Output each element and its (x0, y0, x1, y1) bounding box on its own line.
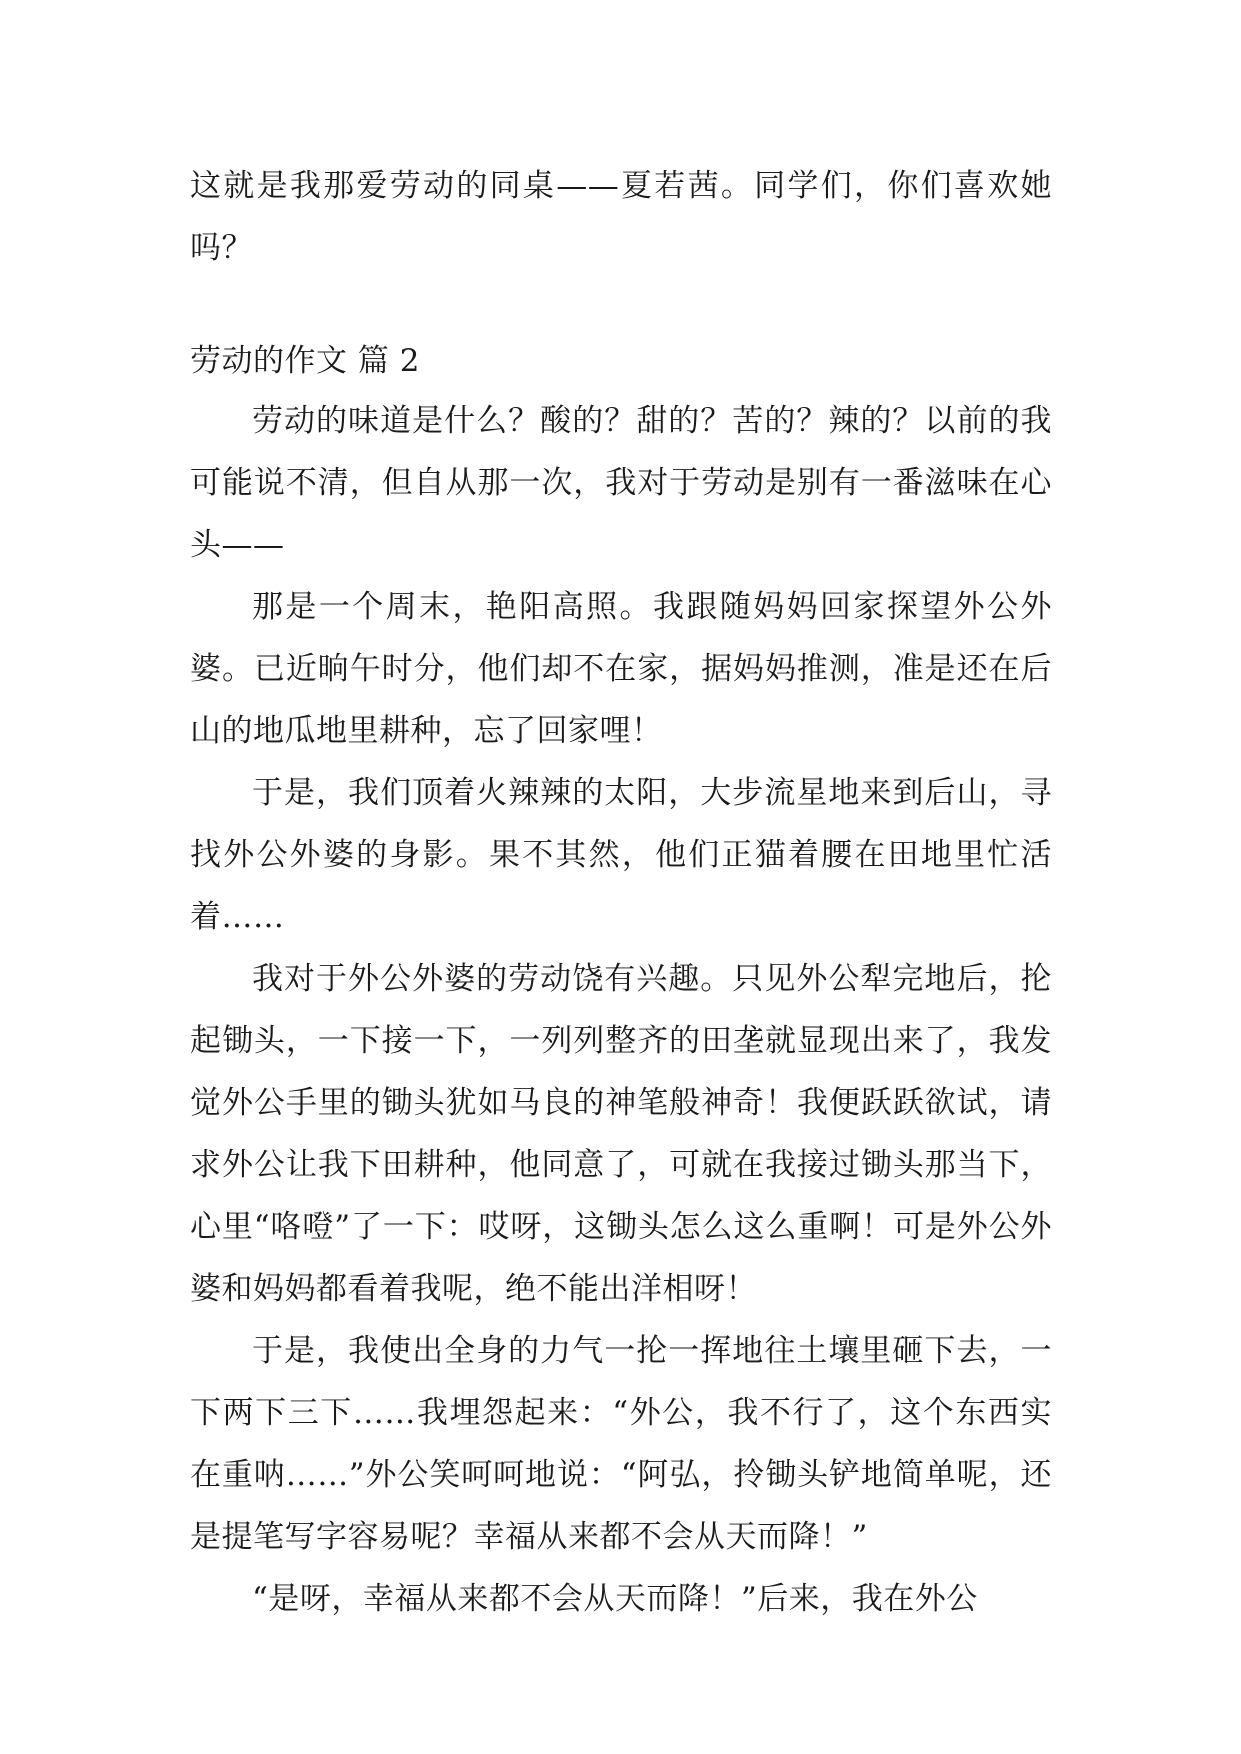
paragraph-5: 于是，我使出全身的力气一抡一挥地往土壤里砸下去，一下两下三下……我埋怨起来：“外公，我不行了，这个东西实在重呐……”外公笑呵呵地说：“阿弘，拎锄头铲地简单呢，还是提笔写字容易呢？幸福从来都不会从天而降！” (190, 1333, 1052, 1555)
paragraph-2: 那是一个周末，艳阳高照。我跟随妈妈回家探望外公外婆。已近晌午时分，他们却不在家，据妈妈推测，准是还在后山的地瓜地里耕种，忘了回家哩！ (190, 589, 1052, 749)
paragraph-1: 劳动的味道是什么？酸的？甜的？苦的？辣的？以前的我可能说不清，但自从那一次，我对于劳动是别有一番滋味在心头—— (190, 403, 1052, 563)
section-heading: 劳动的作文 篇 2 (190, 343, 420, 379)
paragraph-6: “是呀，幸福从来都不会从天而降！”后来，我在外公 (252, 1581, 978, 1617)
paragraph-3: 于是，我们顶着火辣辣的太阳，大步流星地来到后山，寻找外公外婆的身影。果不其然，他们正猫着腰在田地里忙活着…… (190, 775, 1052, 935)
intro-paragraph: 这就是我那爱劳动的同桌——夏若茜。同学们，你们喜欢她吗？ (190, 168, 1052, 266)
intro-paragraph-block (190, 155, 1052, 279)
paragraph-4: 我对于外公外婆的劳动饶有兴趣。只见外公犁完地后，抡起锄头，一下接一下，一列列整齐的田垄就显现出来了，我发觉外公手里的锄头犹如马良的神笔般神奇！我便跃跃欲试，请求外公让我下田耕种，他同意了，可就在我接过锄头那当下，心里“咯噔”了一下：哎呀，这锄头怎么这么重啊！可是外公外婆和妈妈都看着我呢，绝不能出洋相呀！ (190, 961, 1052, 1307)
body-paragraphs (190, 390, 1052, 1630)
